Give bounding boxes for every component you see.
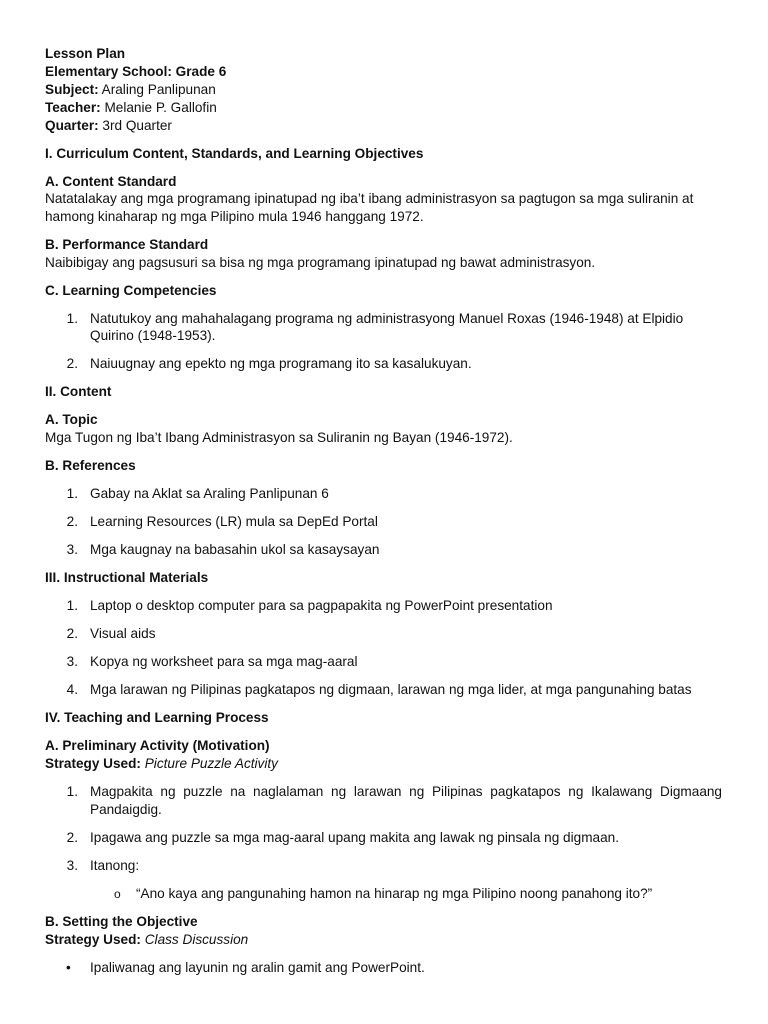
teacher-value: Melanie P. Gallofin xyxy=(104,100,217,115)
question-text: “Ano kaya ang pangunahing hamon na hinarap ng mga Pilipino noong panahong ito?” xyxy=(136,886,653,901)
teacher-line xyxy=(45,99,217,117)
list-item: Gabay na Aklat sa Araling Panlipunan 6 xyxy=(90,486,329,501)
content-standard-heading: A. Content Standard xyxy=(45,174,177,189)
strategy-line xyxy=(45,931,248,949)
content-standard-line-1: Natatalakay ang mga programang ipinatupad ng iba’t ibang administrasyon sa pagtugon sa mga suliranin at xyxy=(45,191,694,206)
list-number: 1. xyxy=(66,598,78,613)
list-item: Mga kaugnay na babasahin ukol sa kasaysayan xyxy=(90,542,380,557)
list-item: Learning Resources (LR) mula sa DepEd Portal xyxy=(90,514,378,529)
list-item: Itanong: xyxy=(90,858,140,873)
topic-heading: A. Topic xyxy=(45,412,98,427)
subject-label: Subject: xyxy=(45,82,99,97)
list-number: 4. xyxy=(66,682,78,697)
list-number: 3. xyxy=(66,858,78,873)
quarter-label: Quarter: xyxy=(45,118,99,133)
list-item: Natutukoy ang mahahalagang programa ng administrasyong Manuel Roxas (1946-1948) at Elpidio xyxy=(90,311,684,326)
sub-bullet: o xyxy=(114,887,121,901)
list-number: 1. xyxy=(66,311,78,326)
strategy-label: Strategy Used: xyxy=(45,932,141,947)
strategy-label: Strategy Used: xyxy=(45,756,141,771)
references-heading: B. References xyxy=(45,458,136,473)
content-standard-line-2: hamong kinaharap ng mga Pilipino mula 1946 hanggang 1972. xyxy=(45,209,424,224)
strategy-value: Class Discussion xyxy=(144,932,249,947)
preliminary-activity-heading: A. Preliminary Activity (Motivation) xyxy=(45,738,270,753)
list-item: Naiuugnay ang epekto ng mga programang ito sa kasalukuyan. xyxy=(90,356,472,371)
list-number: 2. xyxy=(66,830,78,845)
learning-competencies-heading: C. Learning Competencies xyxy=(45,283,217,298)
list-item: Magpakita ng puzzle na naglalaman ng larawan ng Pilipinas pagkatapos ng Ikalawang Digmaang xyxy=(90,784,722,799)
list-item-continuation: Quirino (1948-1953). xyxy=(90,328,216,343)
section-4-heading: IV. Teaching and Learning Process xyxy=(45,710,269,725)
list-item: Laptop o desktop computer para sa pagpapakita ng PowerPoint presentation xyxy=(90,598,553,613)
doc-title: Lesson Plan xyxy=(45,46,126,61)
list-number: 2. xyxy=(66,514,78,529)
performance-standard-heading: B. Performance Standard xyxy=(45,237,209,252)
quarter-value: 3rd Quarter xyxy=(102,118,172,133)
quarter-line xyxy=(45,117,172,135)
list-item: Mga larawan ng Pilipinas pagkatapos ng digmaan, larawan ng mga lider, at mga pangunahing batas xyxy=(90,682,692,697)
list-number: 3. xyxy=(66,542,78,557)
performance-standard-text: Naibibigay ang pagsusuri sa bisa ng mga programang ipinatupad ng bawat administrasyon. xyxy=(45,255,596,270)
strategy-line xyxy=(45,755,278,773)
section-3-heading: III. Instructional Materials xyxy=(45,570,209,585)
topic-text: Mga Tugon ng Iba’t Ibang Administrasyon sa Suliranin ng Bayan (1946-1972). xyxy=(45,430,513,445)
list-number: 1. xyxy=(66,784,78,799)
list-number: 2. xyxy=(66,356,78,371)
subject-line xyxy=(45,81,216,99)
list-item: Visual aids xyxy=(90,626,156,641)
list-number: 3. xyxy=(66,654,78,669)
section-1-heading: I. Curriculum Content, Standards, and Learning Objectives xyxy=(45,146,424,161)
list-item: Ipagawa ang puzzle sa mga mag-aaral upang makita ang lawak ng pinsala ng digmaan. xyxy=(90,830,619,845)
section-2-heading: II. Content xyxy=(45,384,112,399)
subject-value: Araling Panlipunan xyxy=(101,82,216,97)
school-line: Elementary School: Grade 6 xyxy=(45,64,227,79)
list-item: Ipaliwanag ang layunin ng aralin gamit ang PowerPoint. xyxy=(90,960,425,975)
strategy-value: Picture Puzzle Activity xyxy=(144,756,278,771)
setting-objective-heading: B. Setting the Objective xyxy=(45,914,198,929)
list-item-continuation: Pandaigdig. xyxy=(90,802,162,817)
teacher-label: Teacher: xyxy=(45,100,101,115)
list-item: Kopya ng worksheet para sa mga mag-aaral xyxy=(90,654,358,669)
list-number: 1. xyxy=(66,486,78,501)
bullet: • xyxy=(66,960,71,975)
list-number: 2. xyxy=(66,626,78,641)
